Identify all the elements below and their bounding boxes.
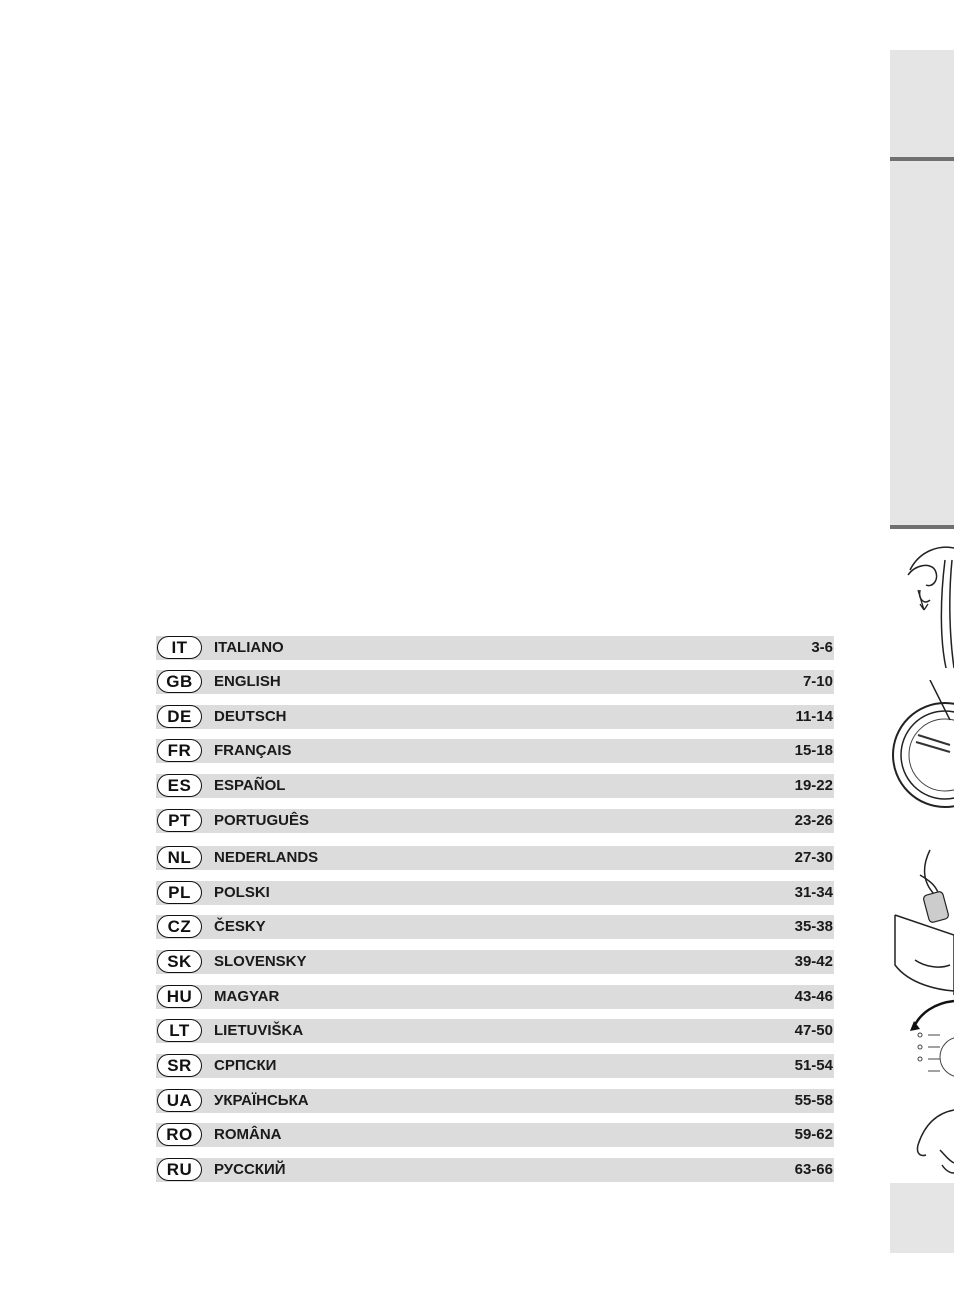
language-code-badge: SR <box>157 1054 202 1077</box>
language-name: СРПСКИ <box>214 1057 277 1074</box>
language-code-badge: SK <box>157 950 202 973</box>
page-range: 7-10 <box>802 673 833 690</box>
toc-row-ro[interactable] <box>156 1123 834 1147</box>
side-tab-top <box>890 50 954 161</box>
language-name: РУССКИЙ <box>214 1161 286 1178</box>
toc-row-nl[interactable] <box>156 846 834 870</box>
language-code-badge: LT <box>157 1019 202 1042</box>
toc-row-sr[interactable] <box>156 1054 834 1078</box>
language-code-badge: HU <box>157 985 202 1008</box>
page-range: 31-34 <box>794 884 833 901</box>
language-name: MAGYAR <box>214 988 280 1005</box>
language-name: SLOVENSKY <box>214 953 307 970</box>
language-code-badge: FR <box>157 739 202 762</box>
language-name: LIETUVIŠKA <box>214 1022 304 1039</box>
language-name: PORTUGUÊS <box>214 812 310 829</box>
toc-row-ua[interactable] <box>156 1089 834 1113</box>
page-range: 27-30 <box>794 849 833 866</box>
language-code-badge: RU <box>157 1158 202 1181</box>
side-tab-middle <box>890 161 954 529</box>
language-name: ROMÂNA <box>214 1126 282 1143</box>
language-code-badge: UA <box>157 1089 202 1112</box>
language-name: ENGLISH <box>214 673 281 690</box>
language-code-badge: RO <box>157 1123 202 1146</box>
language-name: ITALIANO <box>214 639 284 656</box>
language-name: NEDERLANDS <box>214 849 319 866</box>
toc-row-lt[interactable] <box>156 1019 834 1043</box>
program-knob-illustration <box>890 995 954 1085</box>
page-range: 59-62 <box>794 1126 833 1143</box>
language-code-badge: GB <box>157 670 202 693</box>
page-range: 11-14 <box>795 708 833 725</box>
language-code-badge: DE <box>157 705 202 728</box>
page-range: 43-46 <box>794 988 833 1005</box>
toc-row-es[interactable] <box>156 774 834 798</box>
page-range: 15-18 <box>794 742 833 759</box>
toc-row-hu[interactable] <box>156 985 834 1009</box>
page-range: 19-22 <box>794 777 833 794</box>
toc-row-gb[interactable] <box>156 670 834 694</box>
language-name: ČESKY <box>214 918 266 935</box>
toc-row-sk[interactable] <box>156 950 834 974</box>
washer-door-illustration <box>890 680 954 820</box>
page-range: 39-42 <box>794 953 833 970</box>
page-range: 47-50 <box>794 1022 833 1039</box>
toc-row-pl[interactable] <box>156 881 834 905</box>
language-code-badge: CZ <box>157 915 202 938</box>
page-range: 23-26 <box>794 812 833 829</box>
language-code-badge: IT <box>157 636 202 659</box>
toc-row-pt[interactable] <box>156 809 834 833</box>
page-range: 55-58 <box>794 1092 833 1109</box>
language-code-badge: ES <box>157 774 202 797</box>
page-range: 51-54 <box>794 1057 833 1074</box>
toc-row-de[interactable] <box>156 705 834 729</box>
language-name: FRANÇAIS <box>214 742 292 759</box>
language-code-badge: PL <box>157 881 202 904</box>
page-range: 3-6 <box>811 639 833 656</box>
language-name: ESPAÑOL <box>214 777 286 794</box>
hand-pressing-illustration <box>890 1105 954 1175</box>
language-name: УКРАЇНСЬКА <box>214 1092 309 1109</box>
toc-row-it[interactable] <box>156 636 834 660</box>
page-range: 63-66 <box>794 1161 833 1178</box>
toc-row-fr[interactable] <box>156 739 834 763</box>
language-name: DEUTSCH <box>214 708 287 725</box>
hands-unpacking-illustration <box>890 540 954 670</box>
toc-row-ru[interactable] <box>156 1158 834 1182</box>
language-name: POLSKI <box>214 884 270 901</box>
language-code-badge: PT <box>157 809 202 832</box>
toc-row-cz[interactable] <box>156 915 834 939</box>
page-range: 35-38 <box>794 918 833 935</box>
detergent-drawer-illustration <box>890 845 954 995</box>
side-tab-bottom <box>890 1183 954 1253</box>
language-code-badge: NL <box>157 846 202 869</box>
